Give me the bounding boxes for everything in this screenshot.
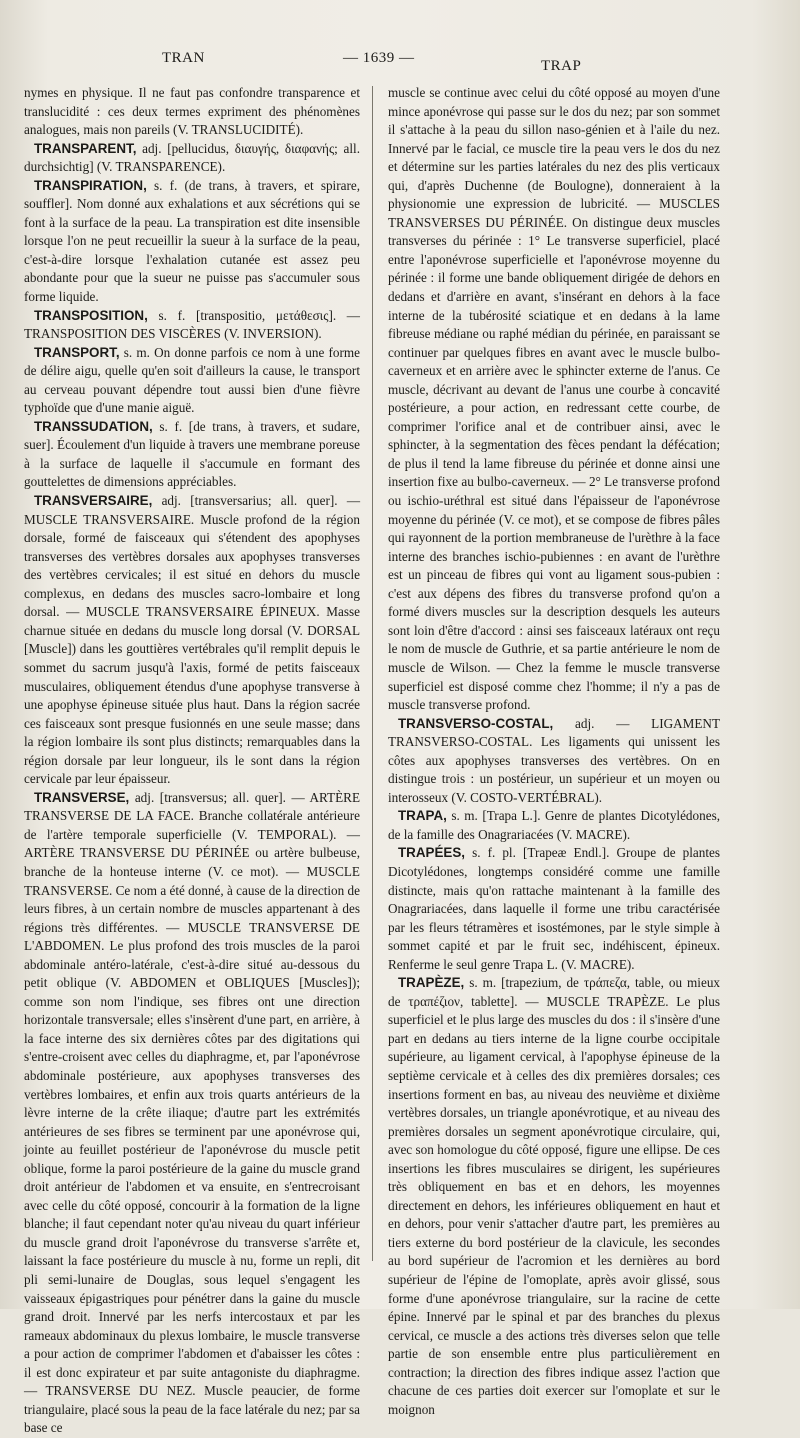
entry-headword: TRANSVERSO-COSTAL, — [398, 715, 554, 731]
dictionary-entry — [388, 807, 720, 844]
entry-headword: TRANSPORT, — [34, 344, 120, 360]
entry-text: s. f. [de trans, à travers, et sudare, suer]. Écoulement d'un liquide à travers une membrane poreuse à la surface de laquelle il s'accumule en formant des gouttelettes de dimensions appréciables. — [24, 418, 360, 490]
dictionary-entry — [388, 715, 720, 808]
entry-headword: TRAPA, — [398, 808, 447, 824]
entry-text: s. m. On donne parfois ce nom à une forme de délire aigu, quelle qu'en soit d'ailleurs la cause, le transport au cerveau pouvant dépendre tout aussi bien d'une fièvre typhoïde que d'une manie aiguë. — [24, 344, 361, 416]
entry-text: adj. [pellucidus, διαυγής, διαφανής; all. durchsichtig] (V. TRANSPARENCE). — [24, 140, 360, 175]
entry-text: s. f. [transpositio, μετάθεσις]. — TRANSPOSITION DES VISCÈRES (V. INVERSION). — [24, 307, 360, 342]
entry-continuation — [24, 84, 360, 140]
entry-text: s. m. [trapezium, de τράπεζα, table, ou mieux de τραπέζιον, tablette]. — MUSCLE TRAPÈZE. Le plus superficiel et le plus large des muscles du dos : il s'insère d'une part en dedans au tiers interne de la ligne courbe occipitale supérieure, au ligament cervical, à l'apophyse épineuse de la septième cervicale et à celles des dix premières dorsales; ces insertions forment en bas, au niveau des neuvième et dixième vertèbres dorsales, un triangle aponévrotique, et au niveau des premières dorsales un segment aponévrotique circulaire, qui, avec son homologue du côté opposé, figure une ellipse. De ces insertions les fibres musculaires se dirigent, les supérieures très obliquement en bas et en dehors, les moyennes directement en dehors, les inférieures obliquement en haut et en dehors, pour venir s'attacher d'autre part, les premières au tiers externe du bord postérieur de la clavicule, les secondes au bord supérieur de l'acromion et les dernières au bord supérieur de l'épine de l'omoplate, après avoir glissé, sous forme d'une aponévrose triangulaire, sur la racine de cette épine. Innervé par le spinal et par des branches du plexus cervical, ce muscle a des actions très diverses selon que telle partie de son ensemble entre plus particulièrement en contraction; la direction des fibres indique assez l'action que chacune de ces parties doit exercer sur l'omoplate et sur le moignon — [388, 975, 721, 1417]
page-number: — 1639 — — [343, 50, 415, 66]
dictionary-entry — [24, 344, 360, 418]
entry-headword: TRANSPIRATION, — [34, 177, 147, 193]
right-column — [388, 84, 720, 1419]
dictionary-entry — [388, 844, 720, 974]
entry-text: adj. — LIGAMENT TRANSVERSO-COSTAL. Les ligaments qui unissent les côtes aux apophyses transverses des vertèbres. On en distingue trois : un postérieur, un supérieur et un moyen ou interosseux (V. COSTO-VERTÉBRAL). — [388, 715, 721, 805]
left-column — [24, 84, 360, 1438]
dictionary-entry — [24, 140, 360, 177]
entry-text: muscle se continue avec celui du côté opposé au moyen d'une mince aponévrose qui passe sur le dos du nez; par son sommet il s'attache à la peau du sillon naso-génien et à l'aile du nez. Innervé par le facial, ce muscle tire la peau vers le dos du nez et détermine sur les parties latérales du nez des plis verticaux qui, d'après Duchenne (de Boulogne), donneraient à la physionomie une expression de lubricité. — MUSCLES TRANSVERSES DU PÉRINÉE. On distingue deux muscles transverses du périnée : 1° Le transverse superficiel, placé entre l'aponévrose superficielle et l'aponévrose moyenne du périnée : il forme une bande obliquement dirigée de dehors en dedans et d'arrière en avant, s'insérant en dehors à la face interne de la tubérosité sciatique et en dedans à la lame fibreuse médiane ou raphé médian du périnée, en paraissant se continuer par quelques fibres en avant avec le muscle bulbo-caverneux et en arrière avec le sphincter externe de l'anus. Ce muscle, décrivant au devant de l'anus une courbe à concavité postérieure, a pour action, en redressant cette courbe, de comprimer l'orifice anal et de contribuer ainsi, avec le sphincter, à la segmentation des fèces pendant la défécation; de plus il tend la lame fibreuse du périnée et donne ainsi une insertion fixe au bulbo-caverneux. — 2° Le transverse profond ou ischio-uréthral est situé dans l'épaisseur de l'aponévrose moyenne du périnée (V. ce mot), et se compose de fibres pâles qui rayonnent de la portion membraneuse de l'urèthre à la face interne des branches ischio-pubiennes : en avant de l'urèthre est un pinceau de fibres qui vont au ligament sous-pubien : c'est aux dépens des fibres du transverse profond qu'on a formé divers muscles sur la description desquels les auteurs sont loin d'être d'accord : ainsi ses faisceaux latéraux ont reçu le nom de muscle de Guthrie, et sa partie antérieure le nom de muscle de Wilson. — Chez la femme le muscle transverse superficiel est disposé comme chez l'homme; il n'y a pas de muscle transverse profond. — [388, 85, 720, 713]
entry-headword: TRANSVERSE, — [34, 789, 130, 805]
entry-text: nymes en physique. Il ne faut pas confondre transparence et translucidité : ces deux termes expriment des phénomènes analogues, mais non pareils (V. TRANSLUCIDITÉ). — [24, 85, 360, 138]
column-divider — [372, 86, 373, 1261]
running-header — [0, 50, 800, 80]
entry-headword: TRAPÉES, — [398, 845, 465, 861]
entry-text: adj. [transversus; all. quer]. — ARTÈRE TRANSVERSE DE LA FACE. Branche collatérale antérieure de l'artère temporale superficielle (V. TEMPORAL). — ARTÈRE TRANSVERSE DU PÉRINÉE ou artère bulbeuse, branche de la honteuse interne (V. ce mot). — MUSCLE TRANSVERSE. Ce nom a été donné, à cause de la direction de leurs fibres, à un certain nombre de muscles appartenant à des régions très différentes. — MUSCLE TRANSVERSE DE L'ABDOMEN. Le plus profond des trois muscles de la paroi abdominale antéro-latérale, c'est-à-dire situé au-dessous du petit oblique (V. ABDOMEN et OBLIQUES [Muscles]); comme son nom l'indique, ses fibres ont une direction horizontale transversale; elles s'insèrent d'une part, en arrière, à la face interne des six dernières côtes par des digitations qui s'entre-croisent avec celles du diaphragme, et, par l'aponévrose abdominale postérieure, aux apophyses transverses des vertèbres lombaires, et enfin aux trois quarts antérieurs de la lèvre interne de la crête iliaque; d'autre part les extrémités antérieures de ses fibres se terminent par une aponévrose qui, jointe au feuillet postérieur de l'aponévrose du muscle petit oblique, forme la paroi postérieure de la gaine du muscle grand droit antérieur de l'abdomen et va ensuite, en s'entrecroisant avec celle du côté opposé, concourir à la formation de la ligne blanche; il faut cependant noter qu'au niveau du quart inférieur du muscle grand droit l'aponévrose du transverse s'arrête et, laissant la face postérieure du muscle à nu, forme un repli, dit pli semi-lunaire de Douglas, sous lequel s'engagent les vaisseaux épigastriques pour pénétrer dans la gaine du muscle grand droit. Innervé par les nerfs intercostaux et par les rameaux abdominaux du plexus lombaire, le muscle transverse a pour action de comprimer l'abdomen et d'abaisser les côtes : il est donc expirateur et par suite antagoniste du diaphragme. — TRANSVERSE DU NEZ. Muscle peaucier, de forme triangulaire, placé sous la peau de la face latérale du nez; par sa base ce — [24, 789, 361, 1436]
entry-continuation — [388, 84, 720, 715]
entry-headword: TRAPÈZE, — [398, 975, 465, 991]
entry-text: adj. [transversarius; all. quer]. — MUSCLE TRANSVERSAIRE. Muscle profond de la région dorsale, formé de faisceaux qui s'étendent des apophyses transverses des vertèbres dorsales aux apophyses transverses des vertèbres cervicales; il est situé en dehors du muscle complexus, en dedans des muscles sacro-lombaire et long dorsal. — MUSCLE TRANSVERSAIRE ÉPINEUX. Masse charnue située en dedans du muscle long dorsal (V. DORSAL [Muscle]) dans les gouttières vertébrales qu'il remplit depuis le sommet du sacrum jusqu'à l'axis, formé de petits faisceaux musculaires, obliquement étendus d'une apophyse transverse à une apophyse épineuse située plus haut. Dans la région sacrée ces faisceaux sont presque fusionnés en une seule masse; dans la région lombaire ils sont plus distincts; remarquables dans la région dorsale par leur longueur, ils le sont dans la région cervicale par leur épaisseur. — [24, 493, 361, 787]
entry-text: s. m. [Trapa L.]. Genre de plantes Dicotylédones, de la famille des Onagrariacées (V. MACRE). — [388, 808, 720, 842]
entry-headword: TRANSSUDATION, — [34, 418, 153, 434]
dictionary-entry — [24, 789, 360, 1438]
dictionary-entry — [24, 177, 360, 307]
dictionary-entry — [388, 974, 720, 1419]
dictionary-entry — [24, 418, 360, 492]
entry-text: s. f. (de trans, à travers, et spirare, souffler]. Nom donné aux exhalations et aux sécrétions qui se font à la surface de la peau. La transpiration est dite insensible lorsque l'on ne peut recueillir la sueur à la surface de la peau, c'est-à-dire lorsque l'exhalation cutanée est assez peu abondante pour que la sueur ne puisse pas s'accumuler sous forme liquide. — [24, 177, 360, 305]
dictionary-entry — [24, 307, 360, 344]
entry-text: s. f. pl. [Trapeæ Endl.]. Groupe de plantes Dicotylédones, longtemps considéré comme une famille distincte, mais qu'on rattache maintenant à la famille des Onagrariacées, dans laquelle il forme une tribu caractérisée par les fleurs tétramères et isostémones, par le style simple à sommet capité et par le fruit sec, indéhiscent, épineux. Renferme le seul genre Trapa L. (V. MACRE). — [388, 845, 721, 972]
dictionary-entry — [24, 492, 360, 789]
entry-headword: TRANSPOSITION, — [34, 307, 148, 323]
header-left-guide-word: TRAN — [162, 50, 205, 66]
header-right-guide-word: TRAP — [541, 58, 582, 74]
entry-headword: TRANSVERSAIRE, — [34, 493, 153, 509]
entry-headword: TRANSPARENT, — [34, 140, 137, 156]
